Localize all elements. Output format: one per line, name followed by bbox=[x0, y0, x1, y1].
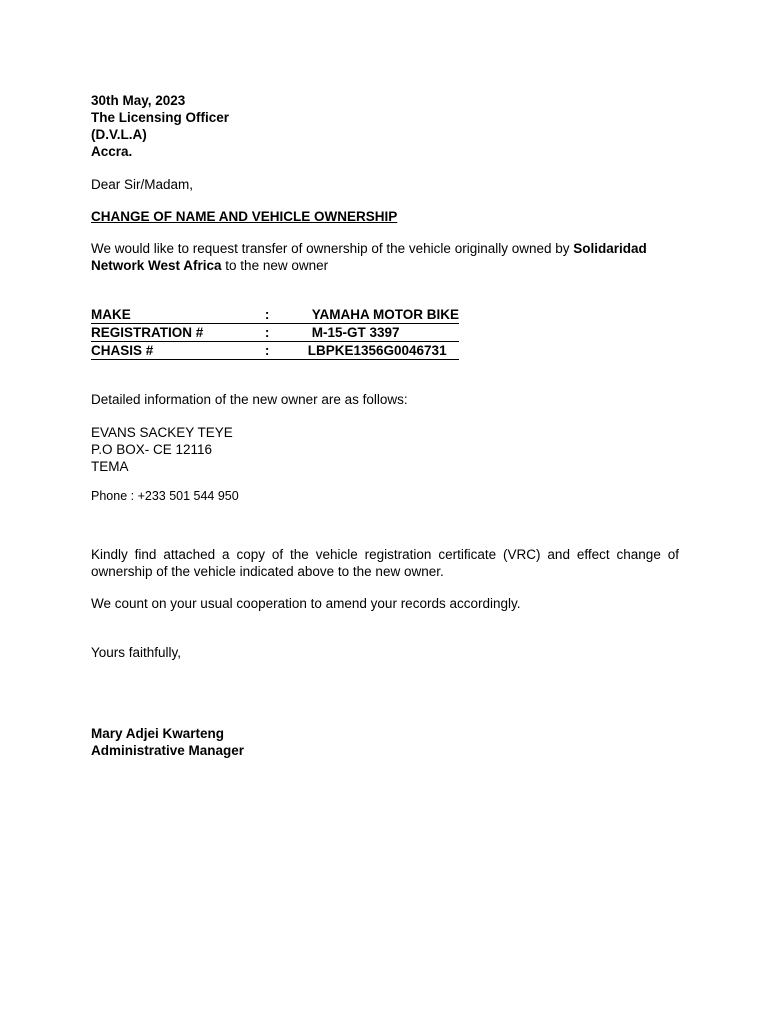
chasis-value-text: LBPKE1356G0046731 bbox=[307, 343, 447, 358]
letter-date: 30th May, 2023 bbox=[91, 93, 186, 108]
registration-separator: : bbox=[265, 324, 308, 342]
signatory-name: Mary Adjei Kwarteng bbox=[91, 726, 225, 741]
intro-text-after: to the new owner bbox=[221, 258, 329, 273]
intro-text-before: We would like to request transfer of ownership of the vehicle originally owned by bbox=[91, 241, 574, 256]
make-value bbox=[308, 306, 459, 324]
letter-header bbox=[91, 92, 679, 160]
owner-name: EVANS SACKEY TEYE bbox=[91, 425, 233, 440]
letter bbox=[91, 92, 679, 759]
intro-paragraph bbox=[91, 240, 679, 274]
recipient-agency: (D.V.L.A) bbox=[91, 127, 147, 142]
recipient-title: The Licensing Officer bbox=[91, 110, 230, 125]
signatory-title: Administrative Manager bbox=[91, 743, 245, 758]
body-paragraph-cooperation: We count on your usual cooperation to amend your records accordingly. bbox=[91, 596, 521, 611]
vehicle-row-make bbox=[91, 306, 459, 324]
registration-label: REGISTRATION # bbox=[91, 324, 265, 342]
chasis-separator: : bbox=[265, 342, 308, 360]
owner-intro: Detailed information of the new owner are as follows: bbox=[91, 392, 408, 407]
make-label: MAKE bbox=[91, 306, 265, 324]
new-owner-details bbox=[91, 424, 679, 505]
registration-value-text: M-15-GT 3397 bbox=[311, 325, 400, 340]
make-value-text: YAMAHA MOTOR BIKE bbox=[311, 307, 459, 322]
owner-po-box: P.O BOX- CE 12116 bbox=[91, 442, 213, 457]
chasis-label: CHASIS # bbox=[91, 342, 265, 360]
registration-value bbox=[308, 324, 459, 342]
vehicle-row-registration bbox=[91, 324, 459, 342]
salutation: Dear Sir/Madam, bbox=[91, 177, 194, 192]
original-owner: Solidaridad Network West Africa bbox=[91, 241, 647, 273]
letter-subject: CHANGE OF NAME AND VEHICLE OWNERSHIP bbox=[91, 209, 398, 224]
make-separator: : bbox=[265, 306, 308, 324]
chasis-value bbox=[308, 342, 459, 360]
closing: Yours faithfully, bbox=[91, 645, 182, 660]
signature-block bbox=[91, 725, 679, 759]
owner-city: TEMA bbox=[91, 459, 129, 474]
recipient-city: Accra. bbox=[91, 144, 133, 159]
owner-phone: Phone : +233 501 544 950 bbox=[91, 489, 239, 503]
vehicle-row-chasis bbox=[91, 342, 459, 360]
body-paragraph-attachment: Kindly find attached a copy of the vehicle registration certificate (VRC) and effect change of ownership of the vehicle indicated above to the new owner. bbox=[91, 547, 679, 579]
vehicle-details-table bbox=[91, 306, 459, 360]
